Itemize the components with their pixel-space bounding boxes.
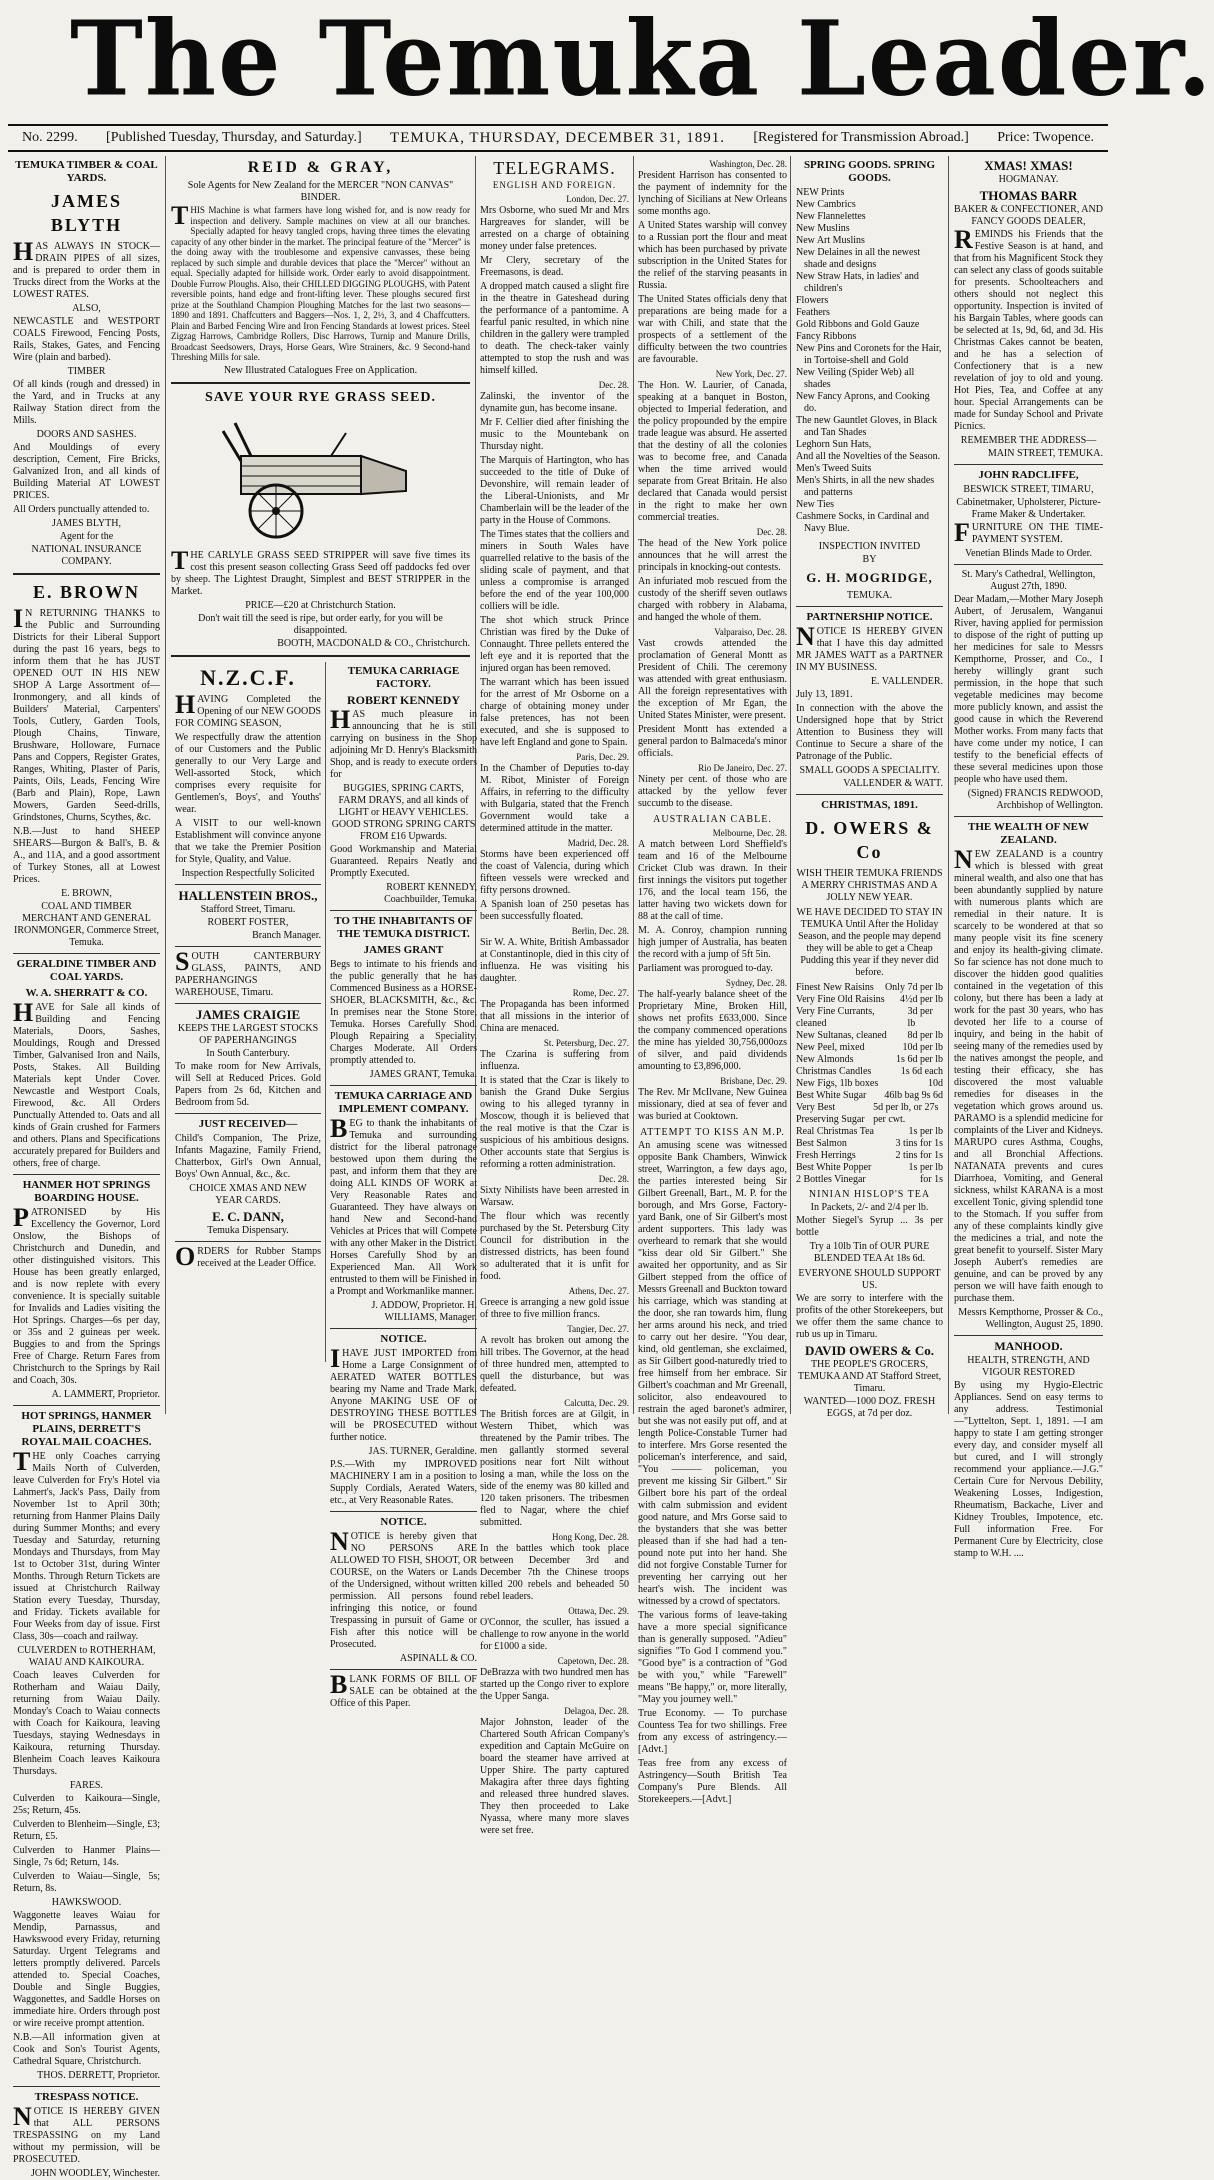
price-row [796,1054,943,1066]
spring-goods-item: New Straw Hats, in ladies' and children's [796,271,919,294]
spring-goods-item: Men's Tweed Suits [796,463,872,474]
news-item: M. A. Conroy, champion running high jumper of Australia, has beaten the record with a jump of 5ft 5in. [638,925,787,960]
news-item: An infuriated mob rescued from the custody of the sheriff seven outlaws charged with robbery in Alabama, and hanged the whole of them. [638,576,787,623]
news-item: The half-yearly balance sheet of the Proprietary Mine, Broken Hill, shows net profits £633,000. Since the company commenced operations the mine has yielded 30,756,000ozs of silver, and paid dividends amounting to £3,896,000. [638,989,787,1072]
ad-dann-title: E. C. DANN, [212,1208,284,1224]
price-value: Only 7d per lb [884,982,943,993]
dateline-athens: Athens, Dec. 27. [568,1286,629,1296]
news-item: In the Chamber of Deputies to-day M. Ribot, Minister of Foreign Affairs, in referring to the difficulty with Bulgaria, stated that the French Government would take a determined attitude in the matter. [480,763,629,834]
ad-spring-goods-title: SPRING GOODS. SPRING GOODS. [803,159,936,184]
ad-hallenstein-role: Branch Manager. [252,929,321,941]
ad-dann-books: Child's Companion, The Prize, Infants Magazine, Family Friend, Chatterbox, Girl's Own Annual, Boys' Own Annual, &c., &c. [175,1132,321,1180]
ad-christmas-title: CHRISTMAS, 1891. [821,799,918,811]
price-row [796,1042,943,1054]
ad-wealth-title: THE WEALTH OF NEW ZEALAND. [968,821,1089,846]
dateline-dec-28: Dec. 28. [598,380,629,390]
news-item: Storms have been experienced off the coast of Valencia, during which fifteen vessels were wrecked and fifty persons drowned. [480,849,629,896]
spring-goods-item: Feathers [796,307,830,318]
issue-price: Price: Twopence. [997,130,1094,145]
ad-coaches-hawkswood: HAWKSWOOD. [51,1897,122,1908]
news-item: The warrant which has been issued for the arrest of Mr Osborne on a charge of obtaining money under false pretences, has not been executed, and she is supposed to have left England and gone to Spain. [480,677,629,748]
price-value: 10d [928,1078,943,1089]
ad-hanmer-title: HANMER HOT SPRINGS BOARDING HOUSE. [22,1179,151,1204]
news-item: The Marquis of Hartington, who has succeeded to the title of Duke of Devonshire, will remain leader of the Liberal-Unionists, and Mr Chamberlain will be the leader of the party in the House of Commons. [480,455,629,526]
ad-coaches-text: THE only Coaches carrying Mails North of Culverden, leave Culverden for Fry's Hotel via Lahmert's, Jack's Pass, Daily from November 1st to April 30th; returning from Hanmer Plains Daily during Summer Months; and every Tuesday and Saturday, returning Mondays and Thursdays, from May 1st to October 31st, during Winter Months. Through Return Tickets are issued at Christchurch Railway Station every Tuesday, Thursday, and Friday. Tickets available for Four Weeks from day of issue. First Class, 30s—coach and railway. [13,1447,160,1642]
ad-coaches-fares: FARES. [70,1780,103,1791]
price-value: 2 tins for 1s [895,1150,943,1161]
ad-coaches-fare-4: Culverden to Waiau—Single, 5s; Return, 8s. [13,1871,160,1894]
ad-nzcf-title: N.Z.C.F. [200,664,296,690]
ad-coaches-fare-2: Culverden to Blenheim—Single, £3; Return, £5. [13,1819,160,1842]
ad-wealth-signature: Messrs Kempthorne, Prosser & Co., Wellington, August 25, 1890. [958,1307,1103,1330]
ad-rubber-stamps: ORDERS for Rubber Stamps received at the Leader Office. [175,1241,321,1271]
dateline-melbourne: Melbourne, Dec. 28. [712,828,787,838]
spring-goods-item: New Pins and Coronets for the Hair, in Tortoise-shell and Gold [796,343,942,366]
ad-timber-agent: Agent for the [59,531,114,542]
ad-radcliffe-text: FURNITURE ON THE TIME-PAYMENT SYSTEM. [954,518,1103,547]
telegrams-title: TELEGRAMS. [493,158,616,178]
spring-goods-item: And all the Novelties of the Season. [796,451,941,462]
news-item: The Rev. Mr McIlvane, New Guinea missionary, died at sea of fever and was buried at Cooktown. [638,1087,787,1122]
price-item: Best White Popper [796,1162,872,1173]
ad-cathedral-signature: (Signed) FRANCIS REDWOOD, Archbishop of Wellington. [967,788,1103,811]
price-item: New Almonds [796,1054,854,1065]
ad-hallenstein-address: Stafford Street, Timaru. [200,903,296,915]
ad-reid-gray-sub: Sole Agents for New Zealand for the MERCER "NON CANVAS" BINDER. [187,180,454,203]
dateline-valparaiso: Valparaiso, Dec. 28. [714,627,787,637]
telegrams-left [476,156,634,1836]
australian-cable-heading: AUSTRALIAN CABLE. [653,814,772,825]
ad-implement-text: BEG to thank the inhabitants of Temuka and surrounding district for the liberal patronage bestowed upon them during the past, and inform them that they are doing ALL KINDS OF WORK at Very Reasonable Rates and Guaranteed. They have always on hand New and Second-hand Vehicles at Prices that will Compete with any other Maker in the District. Horses Carefully Shod by an Experienced Man. All Work entrusted to them will be Finished in a Prompt and Workmanlike manner. [330,1113,477,1297]
masthead-title: The Temuka Leader. [70,0,1214,120]
ad-barr-name: THOMAS BARR [979,188,1078,203]
dateline-delagoa: Delagoa, Dec. 28. [564,1706,629,1716]
ad-nzcf-text3: A VISIT to our well-known Establishment will convince anyone that we take the Premier Position for Style, Quality, and Value. [175,817,321,865]
price-item: 2 Bottles Vinegar [796,1174,866,1185]
news-item: The United States officials deny that preparations are being made for a war with Chili, and state that the prospects of a settlement of the difficulty between the two countries are favourable. [638,294,787,365]
price-item: Fresh Herrings [796,1150,856,1161]
ad-timber-orders: All Orders punctually attended to. [13,504,150,515]
ad-turner-ps: P.S.—With my IMPROVED MACHINERY I am in a position to Supply Cordials, Aerated Waters, etc., at Very Reasonable Rates. [330,1458,477,1506]
news-item: The flour which was recently purchased by the St. Petersburg City Council for distribution in the distressed districts, has been found so adulterated that it is unfit for food. [480,1211,629,1282]
ad-mogridge-name: G. H. MOGRIDGE, [806,570,933,585]
ad-barr-xmas: XMAS! XMAS! [984,158,1073,173]
dateline [8,124,1108,152]
ad-owers-sorry: We are sorry to interfere with the profits of the other Storekeepers, but we offer them the same chance to rub us up in Timaru. [796,1293,943,1340]
seed-stripper-engraving [221,411,421,546]
price-item: New Sultanas, cleaned [796,1030,887,1041]
ad-craigie-sub: KEEPS THE LARGEST STOCKS OF PAPERHANGINGS [177,1022,319,1046]
news-item: Vast crowds attended the proclamation of General Montt as President of Chili. The ceremony was attended with great enthusiasm. All the foreign representatives with the exception of Mr Egan, the United States Minister, were present. [638,638,787,721]
ad-turner-title: NOTICE. [380,1332,427,1345]
news-item: A dropped match caused a slight fire in the theatre in Gateshead during the performance of a pantomime. A fearful panic resulted, in which nine children in the gallery were trampled to death. The check-taker vainly attempted to stop the rush and was himself killed. [480,281,629,376]
ad-seed-price: PRICE—£20 at Christchurch Station. [245,599,396,611]
ad-timber-also: ALSO, [72,303,101,314]
spring-goods-item: New Flannelettes [796,211,866,222]
ad-grant-text: Begs to intimate to his friends and the public generally that he has Commenced Business as a HORSE-SHOER, BLACKSMITH, &c., &c. In premises near the Stone Store, Temuka. Horses Carefully Shod. Plough Repairing a Speciality. Charges Moderate. All Orders promptly attended to. [330,958,477,1066]
ad-trespass-signature: JOHN WOODLEY, Winchester. [30,2168,160,2179]
ad-grant-name: JAMES GRANT [363,943,444,956]
dateline-capetown: Capetown, Dec. 28. [557,1656,629,1666]
ad-brown-text: IN RETURNING THANKS to the Public and Surrounding Districts for their Liberal Support during the past 16 years, begs to inform them that he has JUST OPENED OUT IN HIS NEW SHOP A Large Assortment of—Ironmongery, and all kinds of Builders' Material, Carpenters' Tools, Cutlery, Garden Tools, Plough Chains, Tinware, Brushware, Holloware, Furnace Pans and Coppers, Register Grates, Ranges, Whiting, Plaster of Paris, Paints, Oils, Leads, Fencing Wire (Barb and Plain), Rope, Lawn Mowers, Garden Seed-drills, Grindstones, Churns, Scythes, &c. [13,604,160,823]
ad-nzcf-text: HAVING Completed the Opening of our NEW GOODS FOR COMING SEASON, [175,689,321,729]
ad-craigie-text: To make room for New Arrivals, will Sell at Reduced Prices. Gold Papers from 2s 6d, Kitchen and Bedroom from 5d. [175,1060,321,1108]
ad-carriage-factory-title: TEMUKA CARRIAGE FACTORY. [347,664,460,690]
ad-reid-gray-title: REID & GRAY, [247,159,394,176]
price-row [796,1078,943,1090]
dateline-rome: Rome, Dec. 27. [572,988,629,998]
ad-partnership-title: PARTNERSHIP NOTICE. [806,611,933,623]
ad-dann-sub: Temuka Dispensary. [207,1224,289,1236]
spring-goods-item: NEW Prints [796,187,845,198]
ad-implement-title: TEMUKA CARRIAGE AND IMPLEMENT COMPANY. [334,1089,473,1115]
ad-radcliffe-address: BESWICK STREET, TIMARU, [963,484,1094,495]
ad-barr-remember: REMEMBER THE ADDRESS— [960,435,1097,446]
ad-partnership-signature2: VALLENDER & WATT. [843,778,943,789]
spring-goods-item: Gold Ribbons and Gold Gauze [796,319,920,330]
dateline-dec-28b: Dec. 28. [598,1174,629,1184]
price-value: 4½d per lb [899,994,943,1005]
ad-trespass-title: TRESPASS NOTICE. [34,2091,139,2103]
price-item: Best Salmon [796,1138,847,1149]
ad-timber-timber: TIMBER [67,366,106,377]
ad-cathedral-head: St. Mary's Cathedral, Wellington, August 27th, 1890. [961,569,1096,592]
price-item: New Peel, mixed [796,1042,865,1053]
ad-hallenstein-signature: ROBERT FOSTER, [207,916,289,928]
column-1 [8,156,166,2179]
ad-bill-of-sale: BLANK FORMS OF BILL OF SALE can be obtained at the Office of this Paper. [330,1669,477,1709]
price-row [796,982,943,994]
ad-mogridge-place: TEMUKA. [846,590,893,601]
ad-timber-text: HAS ALWAYS IN STOCK—DRAIN PIPES of all sizes, and is prepared to order them in Trucks direct from the Works at the LOWEST RATES. [13,237,160,300]
price-row [796,1150,943,1162]
ad-partnership-date: July 13, 1891. [796,689,853,700]
ad-partnership-signature: E. VALLENDER. [870,676,943,687]
ad-owers-wanted: WANTED—1000 DOZ. FRESH EGGS, at 7d per doz. [803,1396,936,1419]
ad-radcliffe-name: JOHN RADCLIFFE, [978,469,1079,481]
news-item: A match between Lord Sheffield's team and 16 of the Melbourne Cricket Club was drawn. In their first innings the visitors put together 176, and the local team 156, the latter having two wickets down for 88 at the call of time. [638,839,787,922]
ad-owers-text2: WE HAVE DECIDED TO STAY IN TEMUKA Until After the Holiday Season, and the people may depend they will be able to get a Cheap Pudding this year if they never did before. [796,907,943,978]
price-row [796,1138,943,1150]
dateline-paris: Paris, Dec. 29. [576,752,629,762]
spring-goods-item: New Delaines in all the newest shade and designs [796,247,921,270]
column-2 [166,156,477,1709]
column-2-subcolumns [171,662,477,1709]
ad-trespass-text: NOTICE IS HEREBY GIVEN that ALL PERSONS TRESPASSING on my Land without my permission, will be PROSECUTED. [13,2102,160,2165]
spring-goods-item: New Muslins [796,223,850,234]
ad-grant-title: TO THE INHABITANTS OF THE TEMUKA DISTRICT. [334,914,473,940]
spring-goods-item: Leghorn Sun Hats, [796,439,872,450]
news-item: The head of the New York police announces that he will arrest the principals in knocking-out contests. [638,538,787,573]
dateline-berlin: Berlin, Dec. 28. [571,926,629,936]
ad-mogridge-inspection: INSPECTION INVITED [818,541,921,552]
ad-nzcf-text2: We respectfully draw the attention of our Customers and the Public generally to our Very Large and Well-assorted Stock, which comprises every requisite for Gentlemen's, Boys', and Youths' wear. [175,731,321,815]
ad-brown-signature: E. BROWN, [61,888,112,899]
ad-aspinall-title: NOTICE. [380,1515,427,1528]
dateline-tangier: Tangier, Dec. 27. [567,1324,629,1334]
ad-owers-name: D. OWERS & Co [805,818,934,862]
dateline-st-petersburg: St. Petersburg, Dec. 27. [543,1038,629,1048]
news-item: President Montt has extended a general pardon to Balmaceda's minor officials. [638,724,787,759]
price-row [796,994,943,1006]
price-row [796,1006,943,1030]
ad-timber-signature: JAMES BLYTH, [51,518,121,529]
news-item: DeBrazza with two hundred men has started up the Congo river to explore the Upper Sanga. [480,1667,629,1702]
ad-coaches-nb: N.B.—All information given at Cook and Son's Tourist Agents, Cathedral Square, Christchurch. [13,2032,160,2067]
column-2-right [326,662,481,1709]
ad-sherratt-name: W. A. SHERRATT & CO. [25,987,148,999]
news-item: The Czarina is suffering from influenza. [480,1049,629,1072]
news-item: Teas free from any excess of Astringency—South British Tea Company's Pure Blends. All Storekeepers.—[Advt.] [638,1758,787,1805]
price-row [796,1030,943,1042]
price-row [796,1102,943,1126]
spring-goods-item: New Ties [796,499,835,510]
ad-radcliffe-blinds: Venetian Blinds Made to Order. [965,548,1092,559]
ad-kennedy-text2: Good Workmanship and Material Guaranteed. Repairs Neatly and Promptly Executed. [330,843,477,879]
news-item: Sir W. A. White, British Ambassador at Constantinople, died in this city of influenza. He was visiting his daughter. [480,937,629,984]
ad-barr-text: REMINDS his Friends that the Festive Season is at hand, and that from his Magnificent Stock they can select any class of goods suitable for presents. Schoolteachers and others should not neglect this opportunity. Inspection is invited of his Bargain Tables, where goods can be selected at 1s, 9d, 6d, and 3d. His Christmas Cakes cannot be beaten, and he has a selection of Confectionery that is a new revelation of joy to old and young. Hot Pies, Tea, and Coffee at any hour. Special Arrangements can be made for Sunday School and Private Picnics. [954,225,1103,432]
dateline-calcutta: Calcutta, Dec. 29. [564,1398,629,1408]
ad-hanmer-signature: A. LAMMERT, Proprietor. [51,1389,160,1400]
ad-seed-text: THE CARLYLE GRASS SEED STRIPPER will save five times its cost this present season collecting Grass Seed off paddocks fed over by sheep. The Lightest Draught, Simplest and BEST STRIPPER in the Market. [171,545,470,597]
ad-seed-signature: BOOTH, MACDONALD & CO., Christchurch. [277,637,470,649]
telegrams-right [634,156,791,1805]
dateline-rio: Rio De Janeiro, Dec. 27. [698,763,787,773]
spring-goods-item: Fancy Ribbons [796,331,857,342]
column-2-left [171,662,326,1362]
ad-coaches-fare-1: Culverden to Kaikoura—Single, 25s; Return, 45s. [13,1793,160,1816]
ad-turner-signature: JAS. TURNER, Geraldine. [368,1445,477,1457]
ad-brown-nb: N.B.—Just to hand SHEEP SHEARS—Burgon & Ball's, B. & A., and 11A, and a good assortment of Turkey Stones, all at Lowest Prices. [13,826,160,885]
ad-coaches-signature: THOS. DERRETT, Proprietor. [37,2070,160,2081]
spring-goods-item: New Art Muslins [796,235,865,246]
ad-owers-syrup: Mother Siegel's Syrup ... 3s per bottle [796,1215,943,1238]
news-item: Mr F. Cellier died after finishing the music to the Mountebank on Thursday night. [480,417,629,452]
ad-implement-signature: J. ADDOW, Proprietor. H. WILLIAMS, Manager. [371,1299,477,1323]
price-value: 1s per lb [908,1126,943,1137]
news-item: The shot which struck Prince Christian was fired by the Duke of Connaught. Three pellets entered the left eye and it is reported that the injured organ has been removed. [480,615,629,674]
dateline-madrid: Madrid, Dec. 28. [567,838,629,848]
dateline-new-york: New York, Dec. 27. [715,369,787,379]
ad-kennedy-text: HAS much pleasure in announcing that he is still carrying on business in the Shop adjoining Mr D. Henry's Blacksmith Shop, and is ready to execute orders for [330,704,477,780]
ad-coaches-fare-3: Culverden to Hanmer Plains—Single, 7s 6d; Return, 14s. [13,1845,160,1868]
news-item: The Hon. W. Laurier, of Canada, speaking at a banquet in Boston, objected to Imperial federation, and the policy propounded by the empire trade league was absurd. He asserted that the destiny of all the colonies was to become free, and Canada when the time arrived would separate from Great Britain. He also declared that Canada would persist in the right to make her own commercial treaties. [638,380,787,523]
ad-coaches-sub: CULVERDEN to ROTHERHAM, WAIAU AND KAIKOURA. [17,1645,156,1668]
news-item: True Economy. — To purchase Countess Tea for two shillings. Free from any excess of astringency.—[Advt.] [638,1708,787,1755]
ad-timber-doors-text: And Mouldings of every description, Cement, Fire Bricks, Galvanized Iron, and all kinds of Building Material AT LOWEST PRICES. [13,442,160,501]
price-value: 1s 6d each [900,1066,943,1077]
registration-note: [Registered for Transmission Abroad.] [753,130,969,145]
price-value: 10d per lb [902,1042,943,1053]
news-item: Greece is arranging a new gold issue of three to five million francs. [480,1297,629,1320]
price-item: Very Fine Old Raisins [796,994,885,1005]
ad-seed-line: Don't wait till the seed is ripe, but order early, for you will be disappointed. [198,612,443,636]
news-item: A Spanish loan of 250 pesetas has been successfully floated. [480,899,629,922]
price-item: Finest New Raisins [796,982,874,993]
ad-spring-goods-list [796,187,943,535]
ad-coaches-text3: Waggonette leaves Waiau for Mendip, Parnassus, and Hawkswood every Friday, returning Saturday. Urgent Telegrams and letters promptly delivered. Parcels attended to. Special Coaches, Double and Single Buggies, Waggonettes, and Saddle Horses on immediate hire. Orders through post or wire receive prompt attention. [13,1910,160,2029]
price-item: Very Fine Currants, cleaned [796,1006,875,1029]
ad-craigie-title: JAMES CRAIGIE [195,1006,301,1022]
telegrams-sub: ENGLISH AND FOREIGN. [492,180,617,190]
news-item: Zalinski, the inventor of the dynamite gun, has become insane. [480,391,629,414]
news-item: The Times states that the colliers and miners in South Wales have quarrelled relative to the basis of the sliding scale of payment, and that unless a compromise is arranged before the end of the year 100,000 colliers will be idle. [480,529,629,612]
ad-grant-signature: JAMES GRANT, Temuka. [369,1068,477,1080]
price-value: 3 tins for 1s [895,1138,943,1149]
spring-goods-item: The new Gauntlet Gloves, in Black and Tan Shades [796,415,938,438]
ad-owers-price-list [796,982,943,1186]
price-row [796,1090,943,1102]
ad-owers-hislop-text: In Packets, 2/- and 2/4 per lb. [810,1202,929,1213]
spring-goods-item: Men's Shirts, in all the new shades and patterns [796,475,935,498]
ad-timber-name: JAMES BLYTH [50,191,123,235]
ad-timber-doors: DOORS AND SASHES. [36,429,137,440]
ad-partnership-small: SMALL GOODS A SPECIALITY. [799,765,940,776]
ad-timber-title: TEMUKA TIMBER & COAL YARDS. [15,159,158,184]
ad-cathedral-text: Dear Madam,—Mother Mary Joseph Aubert, of Jerusalem, Wanganui River, having applied for permission to dispose of the right of putting up her medicines for sale to Messrs Kempthorne, Prosser, and Co., I hereby willingly grant such permission, in the hope that such vegetable medicines may become more publicly known, and assist the good cause in which the Reverend Mother works. From many facts that have come under my notice, I can testify to the beneficial effects of these several medicines upon those people who have used them. [954,594,1103,785]
price-row [796,1162,943,1174]
column-3-telegrams [476,156,791,1836]
news-item: It is stated that the Czar is likely to banish the Grand Duke Sergius owing to his alleged tyranny in Moscow, though it is believed that the real motive is that the Czar is suspicious of his ambitious designs. Other accounts state that Sergius is reforming a rotten administration. [480,1075,629,1170]
ad-timber-timber-text: Of all kinds (rough and dressed) in the Yard, and in Trucks at any Railway Station direct from the Mills. [13,379,160,426]
news-item: Sixty Nihilists have been arrested in Warsaw. [480,1185,629,1208]
ad-owers-support: EVERYONE SHOULD SUPPORT US. [798,1268,941,1291]
spring-goods-item: New Veiling (Spider Web) all shades [796,367,915,390]
news-item: Major Johnston, leader of the Chartered South African Company's expedition and Captain McGuire on board the steamer have arrived at Upper Shire. The party captured Makagira after three days fighting and released three hundred slaves. They then proceeded to Lake Nyassa, where many more slaves were set free. [480,1717,629,1836]
price-row [796,1174,943,1186]
price-value: 1s 6d per lb [896,1054,943,1065]
dateline-hong-kong: Hong Kong, Dec. 28. [552,1532,629,1542]
price-row [796,1126,943,1138]
news-item: Mr Clery, secretary of the Freemasons, is dead. [480,255,629,278]
dateline-brisbane: Brisbane, Dec. 29. [720,1076,787,1086]
price-row [796,1066,943,1078]
ad-nzcf-inspection: Inspection Respectfully Solicited [181,867,315,879]
spring-goods-item: New Fancy Aprons, and Cooking do. [796,391,930,414]
ad-manhood-title: MANHOOD. [994,1339,1063,1353]
dateline-ottawa: Ottawa, Dec. 29. [568,1606,629,1616]
price-value: 8d per lb [907,1030,943,1041]
ad-manhood-sub: HEALTH, STRENGTH, AND VIGOUR RESTORED [967,1355,1090,1378]
news-item: Parliament was prorogued to-day. [638,963,773,974]
ad-barr-role: BAKER & CONFECTIONER, AND FANCY GOODS DEALER, [954,204,1103,227]
ad-timber-coal: NEWCASTLE and WESTPORT COALS Firewood, Fencing Posts, Rails, Stakes, Gates, and Fencing Wire (plain and barbed). [13,316,160,363]
price-value: 46lb bag 9s 6d [884,1090,943,1101]
ad-aspinall-signature: ASPINALL & CO. [399,1652,477,1664]
dateline-dec-28c: Dec. 28. [756,527,787,537]
ad-mogridge-by: BY [862,554,877,565]
news-item: In the battles which took place between December 3rd and December 7th the Chinese troops killed 200 rebels and beheaded 50 rebel leaders. [480,1543,629,1602]
ad-reid-gray-catalogue: New Illustrated Catalogues Free on Application. [223,364,418,376]
price-item: Real Christmas Tea [796,1126,874,1137]
ad-owers-name2: DAVID OWERS & Co. [804,1343,935,1358]
ad-craigie-in: In South Canterbury. [206,1047,290,1059]
spring-goods-item: New Cambrics [796,199,856,210]
ad-hallenstein-title: HALLENSTEIN BROS., [178,887,318,903]
news-item: Ninety per cent. of those who are attacked by the yellow fever succumb to the disease. [638,774,787,809]
ad-owers-role: THE PEOPLE'S GROCERS, TEMUKA AND AT Stafford Street, Timaru. [797,1359,942,1394]
ad-brown-name: E. BROWN [32,582,140,602]
news-item: The various forms of leave-taking have a more special significance than is generally supposed. "Adieu" signifies "To God I commend you." "Good bye" is a contraction of "God be with you," while "Farewell" means "Be happy," or, more literally, "May you journey well." [638,1610,787,1705]
ad-kennedy-list: BUGGIES, SPRING CARTS, FARM DRAYS, and all kinds of LIGHT or HEAVY VEHICLES. GOOD STRONG SPRING CARTS FROM £16 Upwards. [331,782,476,842]
news-item: President Harrison has consented to the payment of indemnity for the lynching of Sicilians at New Orleans some months ago. [638,170,787,217]
price-item: New Figs, 1lb boxes [796,1078,879,1089]
issue-number: No. 2299. [22,130,78,145]
dateline-washington: Washington, Dec. 28. [709,159,787,169]
ad-coaches-title: HOT SPRINGS, HANMER PLAINS, DERRETT'S ROYAL MAIL COACHES. [21,1410,152,1448]
price-item: Very Best Preserving Sugar [796,1102,865,1125]
ad-dann-just-received: JUST RECEIVED— [198,1117,298,1130]
news-item: O'Connor, the sculler, has issued a challenge to row anyone in the world for £1000 a side. [480,1617,629,1652]
ad-seed-title: SAVE YOUR RYE GRASS SEED. [204,389,437,405]
price-item: Christmas Candles [796,1066,872,1077]
ad-coaches-text2: Coach leaves Culverden for Rotherham and Waiau Daily, returning from Waiau Daily. Monday's Coach to Waiau connects with Coach for Kaikoura, leaving Tuesdays, staying Wednesdays in Kaikoura, returning Thursday. Blenheim Coach leaves Kaikoura Thursdays. [13,1670,160,1777]
dateline-london-27: London, Dec. 27. [566,194,629,204]
ad-barr-address: MAIN STREET, TEMUKA. [987,448,1103,459]
news-item: A United States warship will convey to a Russian port the flour and meat which has been purchased by private subscription in the United States for the relief of the starving peasants in Russia. [638,220,787,291]
ad-hanmer-text: PATRONISED by His Excellency the Governor, Lord Onslow, the Bishops of Christchurch and Dunedin, and other distinguished visitors. This House has been greatly enlarged, and is now replete with every convenience. It is specially suitable for Invalids and Ladies visiting the Hot Springs. Charges—6s per day, or 35s and 2 guineas per week. Buggies to and from the Springs Free of Charge. Return Fares from Christchurch to the Springs by Rail and Coach, 30s. [13,1203,160,1386]
ad-partnership-text: NOTICE IS HEREBY GIVEN that I have this day admitted MR JAMES WATT as a PARTNER IN MY BUSINESS. [796,622,943,673]
ad-owers-hislop: NINIAN HISLOP'S TEA [808,1189,931,1200]
spring-goods-item: Cashmere Socks, in Cardinal and Navy Blue. [796,511,930,534]
ad-sherratt-title: GERALDINE TIMBER AND COAL YARDS. [16,958,157,983]
spring-goods-item: Flowers [796,295,829,306]
ad-dann-cards: CHOICE XMAS AND NEW YEAR CARDS. [189,1182,307,1206]
ad-partnership-text2: In connection with the above the Undersigned hope that by Strict Attention to Business they will Continue to Secure a share of the Patronage of the Public. [796,703,943,762]
news-item: The Propaganda has been informed that all missions in the interior of China are menaced. [480,999,629,1034]
ad-brown-role: COAL AND TIMBER MERCHANT AND GENERAL IRONMONGER, Commerce Street, Temuka. [14,901,159,948]
price-value: for 1s [919,1174,943,1185]
price-value: 3d per lb [907,1006,933,1029]
news-item: A revolt has broken out among the hill tribes. The Governor, at the head of three hundred men, attempted to quell the disturbance, but was defeated. [480,1335,629,1394]
column-5 [949,156,1108,1559]
columns [8,156,1108,2179]
ad-owers-blended: Try a 10lb Tin of OUR PURE BLENDED TEA At 18s 6d. [809,1241,930,1264]
ad-barr-hogmanay: HOGMANAY. [998,174,1059,185]
price-item: Best White Sugar [796,1090,867,1101]
news-item: An amusing scene was witnessed opposite Bank Chambers, Winwick street, Warrington, a few days ago, the parties interested being Sir Gilbert Greenall, Bart., M. P. for the borough, and Mrs Gorse, Factory-yard Bank, one of Sir Gilbert's most ardent supporters. This lady was overheard to remark that she would "kiss dear old Sir Gilbert." She awaited her opportunity, and as Sir Gilbert stepped from the office of Messrs Greenall and Buckton toward his carriage, which was standing at the door, she ran towards him, flung her arms around his neck, and tried to carry out her desire. "You dear, kind, old gentleman, she exclaimed, as Sir Gilbert good-naturedly tried to free himself from her embrace. Sir Gilbert's coachman and Mr Greenall, solicitor, also endeavoured to restrain the aged baronet's admirer, but she was not easily put off, and at length Police-Constable Turner had to interfere. Mrs Gorse resented the policeman's interference, and said, "You ——— policeman, you prevent me kissing Sir Gilbert." Sir Gilbert bore his part of the ordeal with calm submission and evident good nature, and Mrs Gorse said to the bystanders that she was better pleased than if she had had a ten-pound note put into her hand. She did not forgive Constable Turner for preventing her carrying out her heart's wish. The incident was witnessed by a crowd of spectators. [638,1140,787,1607]
ad-turner-text: IHAVE JUST IMPORTED from Home a Large Consignment of AERATED WATER BOTTLES bearing my Name and Trade Mark. Anyone MAKING USE OF or DESTROYING THESE BOTTLES will be PROSECUTED without further notice. [330,1343,477,1443]
ad-wealth-text: NEW ZEALAND is a country which is blessed with great mineral wealth, and also one that has been abundantly supplied by nature with numerous plants which are remedial in their nature. It is scarcely to be wondered at that so many people visit its fine scenery and enjoy its health-giving climate. So far science has not done much to discover the hidden good qualities contained in the vegetation of this colony, but there has been a lady at work for the past 30 years, who has devoted her life to a course of inquiry, and being in the habit of seeing many of the remedies used by the natives amongst the people, and testing their efficacy, she has discovered the most valuable remedies for diseases in the vegetation which grows around us. PARAMO is a splendid medicine for complaints of the Liver and Kidneys. MARUPO cures Asthma, Coughs, and all Bronchial Affections. NATANATA prevents and cures Diarrhoea, Vomiting, and General sickness, whilst KARANA is a most excellent Tonic, giving splendid tone to the Stomach. If you suffer from any of these complaints kindly give the medicines a trial, and note the great benefit to yourself. Sister Mary Joseph Aubert's remedies are genuine, and can be proved by any person we will have faith enough to purchase them. [954,845,1103,1304]
ad-kennedy-name: ROBERT KENNEDY [346,692,461,707]
ad-manhood-text: By using my Hygio-Electric Appliances. Send on easy terms to any address. Testimonial—"Lyttelton, Sept. 1, 1891. —I am happy to state I am getting stronger every day, and consider myself all but cured, and I will strongly recommend your appliance.—J.G." Certain Cure for Nervous Debility, Weakening Losses, Indigestion, Rheumatism, Backache, Liver and Kidney Troubles, Impotence, etc. Full information Free. For Permanent Cure by Electricity, close stamp to W.H. .... [954,1380,1103,1559]
issue-date: TEMUKA, THURSDAY, DECEMBER 31, 1891. [390,129,725,146]
ad-aspinall-text: NOTICE is hereby given that NO PERSONS ARE ALLOWED TO FISH, SHOOT, OR COURSE, on the Waters or Lands of the Undersigned, without written permission. All persons found infringing this notice, or found Trespassing in pursuit of Game or Fish after this notice will be Prosecuted. [330,1526,477,1650]
ad-reid-gray-text: THIS Machine is what farmers have long wished for, and is now ready for inspection and delivery. Sample machines on view at all our branches. Specially adapted for heavy tangled crops, having three times the elevating capacity of any other binder in the market. The principal feature of the "Mercer" is the doing away with the troublesome and expensive canvasses, these being replaced by such simple and durable devices that place the "Mercer" without an equal. Specially adapted for hillside work. Order early to avoid disappointment. Double Furrow Ploughs. Also, their CHILLED DIGGING PLOUGHS, with Patent reversible points, hand edge and front-lifting lever. These ploughs secured first prize at the Southland Champion Ploughing Matches for the last two seasons—1890 and 1891. Chaffcutters and Baggers—Nos. 1, 2, 2½, 3, and 4 Chaffcutters. Plain and Barbed Fencing Wire and Iron Fencing Standards at lowest prices. Steel Zigzag Harrows, Cambridge Rollers, Disc Harrows, Turnip and Manure Drills, Broadcast Seedsowers, Drays, Horse Gears, Wire Strainers, &c. 9 Second-hand Threshing Mills for sale. [171,201,470,362]
ad-owers-text: WISH THEIR TEMUKA FRIENDS A MERRY CHRISTMAS AND A JOLLY NEW YEAR. [796,868,943,903]
dateline-sydney: Sydney, Dec. 28. [725,978,787,988]
ad-sherratt-text: HAVE for Sale all kinds of Building and Fencing Materials, Doors, Sashes, Mouldings, Rough and Dressed Timber, Galvanised Iron and Nails, Posts, Stakes. All Building Materials kept Under Cover. Newcastle and Westport Coals, Firewood, &c. All Orders Punctually Attended to. Oats and all kinds of Grain crushed for Farmers and others. Plans and Specifications accurately prepared for Builders and others, free of charge. [13,998,160,1169]
column-4 [791,156,949,1419]
kiss-mp-heading: ATTEMPT TO KISS AN M.P. [640,1127,785,1138]
publication-schedule: [Published Tuesday, Thursday, and Saturday.] [106,130,362,145]
news-item: Mrs Osborne, who sued Mr and Mrs Hargreaves for slander, will be arrested on a charge of obtaining money under false pretences. [480,205,629,252]
price-value: 1s per lb [908,1162,943,1173]
ad-radcliffe-role: Cabinetmaker, Upholsterer, Picture-Frame Maker & Undertaker. [956,497,1101,520]
ad-kennedy-signature: ROBERT KENNEDY, Coachbuilder, Temuka. [384,881,477,905]
ad-timber-insurance: NATIONAL INSURANCE COMPANY. [31,544,142,567]
ad-glass-text: SOUTH CANTERBURY GLASS, PAINTS, AND PAPERHANGINGS WAREHOUSE, Timaru. [175,946,321,998]
price-value: 5d per lb, or 27s per cwt. [873,1102,939,1125]
news-item: The British forces are at Gilgit, in Western Thibet, which was threatened by the Pamir tribes. The men gallantly stormed several positions near fort Nilt without losing a man, while the loss on the side of the enemy was 80 killed and 120 taken prisoners. The tribesmen fled to Nagar, where the chief submitted. [480,1409,629,1528]
